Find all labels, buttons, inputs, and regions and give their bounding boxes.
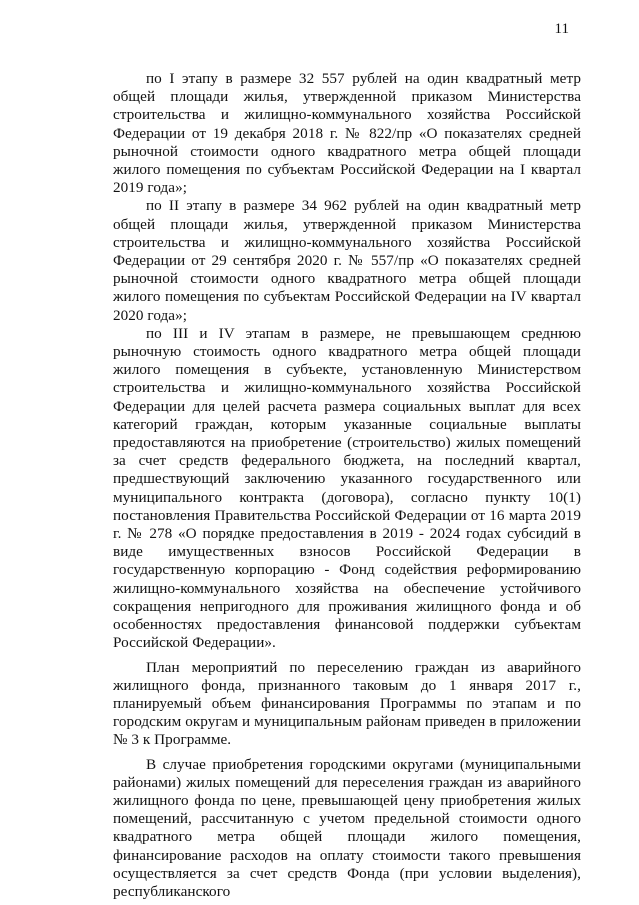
page-number: 11 — [554, 21, 569, 37]
paragraph-excess-cost: В случае приобретения городскими округами (муниципальными районами) жилых помещений для переселения граждан из аварийного жилищного фонда по цене, превышающей цену приобретения жилых помещений, рассчитанную с учетом предельной стоимости одного квадратного метра общей площади жилого помещения, финансирование расходов на оплату стоимости такого превышения осуществляется за счет средств Фонда (при условии выделения), республиканского — [113, 755, 581, 900]
paragraph-resettlement-plan: План мероприятий по переселению граждан из аварийного жилищного фонда, признанного таковым до 1 января 2017 г., планируемый объем финансирования Программы по этапам и по городским округам и муниципальным районам приведен в приложении № 3 к Программе. — [113, 658, 581, 749]
document-body — [113, 70, 581, 901]
paragraph-stages-3-4: по III и IV этапам в размере, не превышающем среднюю рыночную стоимость одного квадратного метра общей площади жилого помещения в субъекте, установленную Министерством строительства и жилищно-коммунального хозяйства Российской Федерации для целей расчета размера социальных выплат для всех категорий граждан, которым указанные социальные выплаты предоставляются на приобретение (строительство) жилых помещений за счет средств федерального бюджета, на последний квартал, предшествующий заключению указанного государственного или муниципального контракта (договора), согласно пункту 10(1) постановления Правительства Российской Федерации от 16 марта 2019 г. № 278 «О порядке предоставления в 2019 - 2024 годах субсидий в виде имущественных взносов Российской Федерации в государственную корпорацию - Фонд содействия реформированию жилищно-коммунального хозяйства на обеспечение устойчивого сокращения непригодного для проживания жилищного фонда и об особенностях предоставления финансовой поддержки субъектам Российской Федерации». — [113, 324, 581, 652]
paragraph-stage-1: по I этапу в размере 32 557 рублей на один квадратный метр общей площади жилья, утвержденной приказом Министерства строительства и жилищно-коммунального хозяйства Российской Федерации от 19 декабря 2018 г. № 822/пр «О показателях средней рыночной стоимости одного квадратного метра общей площади жилого помещения по субъектам Российской Федерации на I квартал 2019 года»; — [113, 70, 581, 197]
paragraph-stage-2: по II этапу в размере 34 962 рублей на один квадратный метр общей площади жилья, утвержденной приказом Министерства строительства и жилищно-коммунального хозяйства Российской Федерации от 29 сентября 2020 г. № 557/пр «О показателях средней рыночной стоимости одного квадратного метра общей площади жилого помещения по субъектам Российской Федерации на IV квартал 2020 года»; — [113, 197, 581, 324]
